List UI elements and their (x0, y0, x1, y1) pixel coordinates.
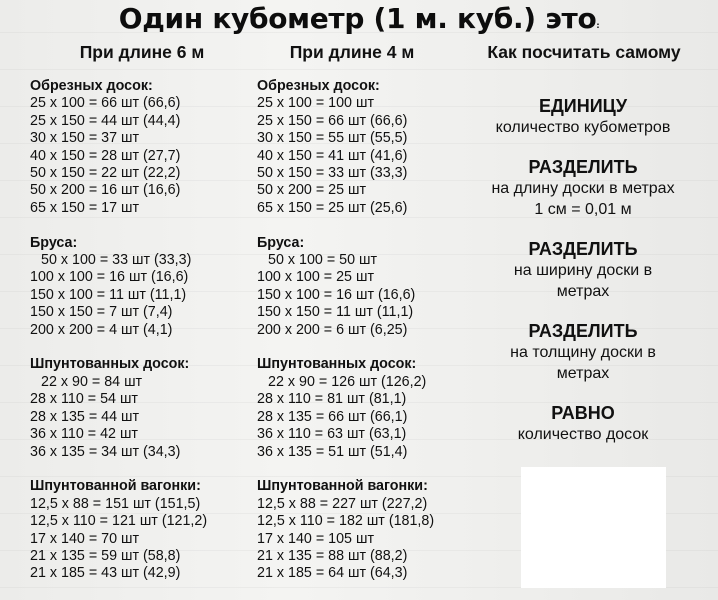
group-title: Шпунтованных досок: (257, 356, 417, 373)
group-lining (30, 478, 207, 582)
group-title: Обрезных досок: (257, 78, 380, 94)
calc-step-keyword: РАЗДЕЛИТЬ (528, 157, 638, 177)
group-lining (257, 478, 434, 582)
table-row: 30 х 150 = 55 шт (55,5) (257, 130, 408, 147)
column-len4 (257, 78, 434, 600)
table-row: 200 х 200 = 6 шт (6,25) (257, 321, 408, 338)
table-row: 100 х 100 = 16 шт (16,6) (30, 269, 189, 286)
group-title: Обрезных досок: (30, 78, 153, 94)
calc-step-text: количество кубометров (495, 119, 671, 136)
calc-step-note: 1 см = 0,01 м (534, 201, 632, 218)
table-row: 50 х 100 = 50 шт (268, 252, 378, 269)
table-row: 12,5 х 88 = 227 шт (227,2) (257, 495, 428, 512)
table-row: 40 х 150 = 41 шт (41,6) (257, 147, 408, 164)
table-row: 25 х 150 = 44 шт (44,4) (30, 112, 181, 129)
table-row: 12,5 х 110 = 121 шт (121,2) (30, 513, 208, 530)
calc-step-keyword: ЕДИНИЦУ (538, 96, 628, 116)
table-row: 65 х 150 = 17 шт (30, 199, 140, 216)
calc-step-text: на толщину доски в метрах (510, 344, 656, 382)
table-row: 50 х 200 = 16 шт (16,6) (30, 182, 181, 199)
group-tongue-boards (257, 356, 434, 460)
group-edged-boards (257, 78, 434, 217)
heading-len4: При длине 4 м (289, 42, 415, 62)
group-beams (30, 235, 207, 339)
group-title: Шпунтованных досок: (30, 356, 190, 373)
calc-step-text: на ширину доски в метрах (513, 262, 653, 300)
table-row: 36 х 110 = 42 шт (30, 426, 138, 443)
table-row: 150 х 150 = 11 шт (11,1) (257, 304, 414, 321)
column-len6 (30, 78, 207, 600)
table-row: 28 х 135 = 66 шт (66,1) (257, 408, 408, 425)
table-row: 50 х 150 = 33 шт (33,3) (257, 165, 408, 182)
group-beams (257, 235, 434, 339)
calc-step (472, 320, 694, 384)
table-row: 21 х 135 = 59 шт (58,8) (30, 547, 181, 564)
heading-len6: При длине 6 м (79, 42, 205, 62)
table-row: 25 х 150 = 66 шт (66,6) (257, 112, 408, 129)
table-row: 150 х 100 = 16 шт (16,6) (257, 286, 416, 303)
page-title (0, 2, 718, 43)
table-row: 28 х 110 = 81 шт (81,1) (257, 391, 407, 408)
group-title: Шпунтованной вагонки: (257, 478, 428, 495)
column-calc (472, 95, 694, 463)
group-title: Бруса: (257, 234, 305, 251)
table-row: 17 х 140 = 70 шт (30, 530, 140, 547)
title-text: Один кубометр (1 м. куб.) это (118, 2, 597, 35)
table-row: 28 х 135 = 44 шт (30, 408, 140, 425)
blank-panel (521, 467, 666, 588)
group-tongue-boards (30, 356, 207, 460)
table-row: 25 х 100 = 66 шт (66,6) (30, 95, 181, 112)
table-row: 21 х 135 = 88 шт (88,2) (257, 547, 408, 564)
heading-calc: Как посчитать самому (487, 42, 681, 62)
table-row: 30 х 150 = 37 шт (30, 130, 140, 147)
table-row: 12,5 х 88 = 151 шт (151,5) (30, 495, 201, 512)
calc-step (472, 95, 694, 138)
table-row: 150 х 150 = 7 шт (7,4) (30, 304, 173, 321)
table-row: 12,5 х 110 = 182 шт (181,8) (257, 513, 435, 530)
calc-step-keyword: РАЗДЕЛИТЬ (528, 239, 638, 259)
calc-step-keyword: РАЗДЕЛИТЬ (528, 321, 638, 341)
table-row: 200 х 200 = 4 шт (4,1) (30, 321, 173, 338)
table-row: 22 х 90 = 126 шт (126,2) (268, 373, 427, 390)
group-title: Бруса: (30, 234, 78, 251)
table-row: 50 х 200 = 25 шт (257, 182, 367, 199)
calc-step-keyword: РАВНО (551, 403, 615, 423)
table-row: 65 х 150 = 25 шт (25,6) (257, 199, 408, 216)
calc-step (472, 402, 694, 445)
table-row: 50 х 150 = 22 шт (22,2) (30, 165, 181, 182)
table-row: 40 х 150 = 28 шт (27,7) (30, 147, 181, 164)
table-row: 17 х 140 = 105 шт (257, 530, 374, 547)
table-row: 36 х 135 = 51 шт (51,4) (257, 443, 408, 460)
group-edged-boards (30, 78, 207, 217)
table-row: 25 х 100 = 100 шт (257, 95, 374, 112)
table-row: 36 х 110 = 63 шт (63,1) (257, 426, 407, 443)
table-row: 22 х 90 = 84 шт (41, 373, 143, 390)
table-row: 21 х 185 = 43 шт (42,9) (30, 565, 181, 582)
table-row: 50 х 100 = 33 шт (33,3) (41, 252, 192, 269)
group-title: Шпунтованной вагонки: (30, 478, 201, 495)
calc-step-text: на длину доски в метрах (491, 180, 675, 197)
calc-step (472, 156, 694, 220)
calc-step (472, 238, 694, 302)
table-row: 150 х 100 = 11 шт (11,1) (30, 286, 187, 303)
title-dot: : (596, 21, 600, 30)
table-row: 36 х 135 = 34 шт (34,3) (30, 443, 181, 460)
table-row: 100 х 100 = 25 шт (257, 269, 374, 286)
table-row: 21 х 185 = 64 шт (64,3) (257, 565, 408, 582)
calc-step-text: количество досок (517, 426, 649, 443)
table-row: 28 х 110 = 54 шт (30, 391, 138, 408)
